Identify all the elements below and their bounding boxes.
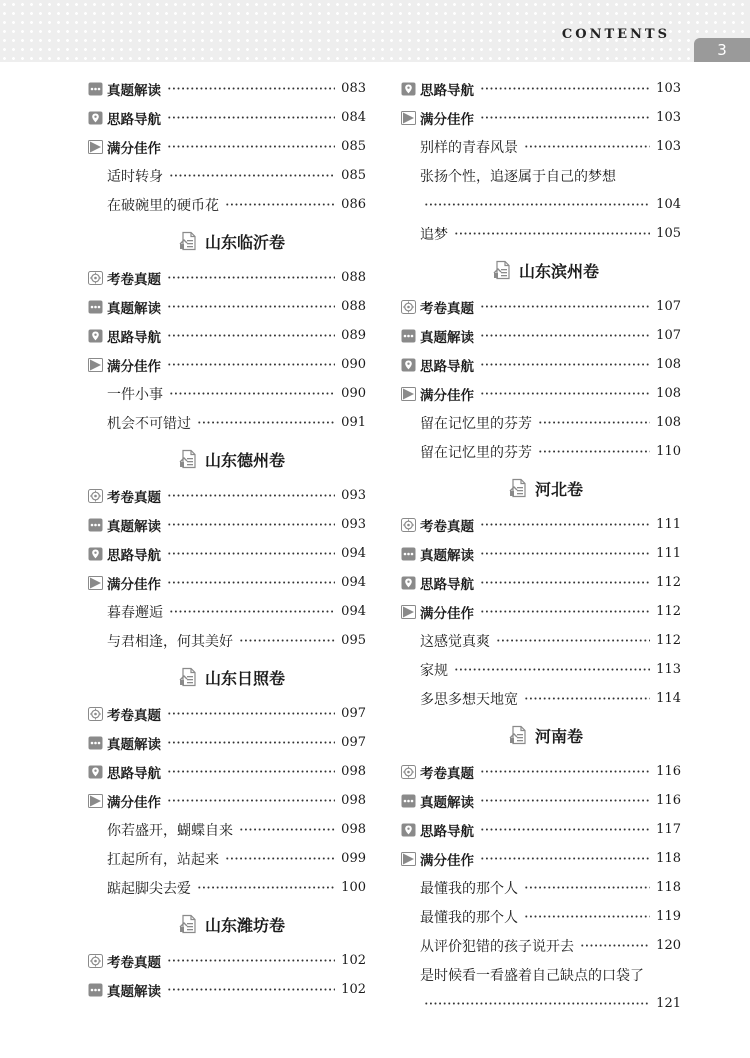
dots-icon (88, 518, 103, 532)
toc-category-row[interactable] (88, 292, 366, 321)
category-label: 考卷真题 (107, 707, 161, 724)
location-pin-icon (401, 823, 416, 837)
toc-category-row[interactable] (88, 757, 366, 786)
toc-category-row[interactable] (401, 350, 681, 379)
toc-entry[interactable] (401, 931, 681, 960)
target-icon (401, 765, 416, 779)
dot-leader (480, 392, 650, 395)
location-pin-icon (401, 576, 416, 590)
toc-entry[interactable] (401, 684, 681, 713)
page-number: 097 (341, 735, 366, 750)
dot-leader (169, 610, 335, 613)
page-number: 084 (341, 110, 366, 125)
category-label: 真题解读 (107, 82, 161, 99)
toc-category-row[interactable] (88, 699, 366, 728)
page-number: 089 (341, 328, 366, 343)
entry-title: 最懂我的那个人 (420, 909, 518, 926)
page-number: 091 (341, 415, 366, 430)
entry-title: 这感觉真爽 (420, 633, 490, 650)
category-label: 真题解读 (420, 547, 474, 564)
toc-category-row[interactable] (401, 103, 681, 132)
section-title: 山东滨州卷 (518, 261, 599, 281)
page-number: 121 (656, 996, 681, 1011)
page-number: 114 (656, 691, 681, 706)
page-number: 100 (341, 880, 366, 895)
toc-entry-continuation[interactable] (401, 190, 681, 219)
dot-leader (454, 668, 650, 671)
dot-leader (197, 886, 335, 889)
toc-category-row[interactable] (401, 74, 681, 103)
category-label: 真题解读 (420, 794, 474, 811)
section-title: 河南卷 (534, 726, 583, 746)
toc-entry[interactable] (88, 597, 366, 626)
entry-title: 在破碗里的硬币花 (107, 197, 219, 214)
section-title: 山东潍坊卷 (204, 915, 285, 935)
dot-leader (167, 276, 335, 279)
entry-title: 留在记忆里的芬芳 (420, 444, 532, 461)
toc-category-row[interactable] (88, 263, 366, 292)
page-number: 118 (656, 851, 681, 866)
toc-category-row[interactable] (401, 539, 681, 568)
page-number: 113 (656, 662, 681, 677)
page-number: 099 (341, 851, 366, 866)
toc-category-row[interactable] (88, 975, 366, 1004)
dot-leader (167, 581, 335, 584)
entry-title: 张扬个性，追逐属于自己的梦想 (420, 168, 616, 185)
dot-leader (167, 334, 335, 337)
play-icon (88, 794, 103, 808)
entry-title: 机会不可错过 (107, 415, 191, 432)
toc-category-row[interactable] (401, 597, 681, 626)
toc-category-row[interactable] (401, 292, 681, 321)
dot-leader (424, 203, 650, 206)
page-number: 117 (656, 822, 681, 837)
page-number: 112 (656, 633, 681, 648)
toc-entry[interactable] (401, 960, 681, 989)
toc-entry[interactable] (401, 132, 681, 161)
dot-leader (167, 523, 335, 526)
toc-category-row[interactable] (401, 757, 681, 786)
section-heading (88, 437, 366, 481)
left-column (88, 74, 366, 1004)
play-icon (401, 111, 416, 125)
toc-category-row[interactable] (401, 844, 681, 873)
document-icon (493, 260, 513, 280)
entry-title: 是时候看一看盛着自己缺点的口袋了 (420, 967, 644, 984)
dots-icon (401, 329, 416, 343)
category-label: 思路导航 (420, 82, 474, 99)
page-number: 094 (341, 575, 366, 590)
page-number: 112 (656, 604, 681, 619)
page-number: 116 (656, 793, 681, 808)
entry-title: 留在记忆里的芬芳 (420, 415, 532, 432)
toc-entry[interactable] (401, 161, 681, 190)
dot-leader (480, 828, 650, 831)
page-number: 083 (341, 81, 366, 96)
entry-title: 踮起脚尖去爱 (107, 880, 191, 897)
category-label: 思路导航 (420, 358, 474, 375)
toc-entry[interactable] (401, 902, 681, 931)
dot-leader (538, 421, 650, 424)
page-number: 105 (656, 226, 681, 241)
section-title: 山东临沂卷 (204, 232, 285, 252)
page-number: 098 (341, 822, 366, 837)
category-label: 考卷真题 (420, 300, 474, 317)
document-icon (179, 667, 199, 687)
dots-icon (88, 983, 103, 997)
dot-leader (167, 305, 335, 308)
section-heading (401, 713, 681, 757)
toc-entry-continuation[interactable] (401, 989, 681, 1018)
dot-leader (580, 944, 650, 947)
page-number: 095 (341, 633, 366, 648)
play-icon (88, 358, 103, 372)
page-number: 088 (341, 299, 366, 314)
page-number: 108 (656, 386, 681, 401)
dot-leader (169, 174, 335, 177)
document-icon (179, 449, 199, 469)
location-pin-icon (401, 358, 416, 372)
page-number: 086 (341, 197, 366, 212)
page-number: 116 (656, 764, 681, 779)
page-number: 112 (656, 575, 681, 590)
dot-leader (167, 494, 335, 497)
page-number: 090 (341, 386, 366, 401)
toc-entry[interactable] (401, 655, 681, 684)
toc-category-row[interactable] (401, 379, 681, 408)
entry-title: 与君相逢，何其美好 (107, 633, 233, 650)
entry-title: 扛起所有，站起来 (107, 851, 219, 868)
dot-leader (524, 915, 650, 918)
category-label: 真题解读 (107, 518, 161, 535)
dot-leader (524, 145, 650, 148)
dot-leader (454, 232, 650, 235)
toc-category-row[interactable] (88, 946, 366, 975)
page-number: 107 (656, 299, 681, 314)
toc-category-row[interactable] (88, 350, 366, 379)
toc-category-row[interactable] (88, 539, 366, 568)
dot-leader (496, 639, 650, 642)
toc-category-row[interactable] (88, 786, 366, 815)
page-number: 098 (341, 793, 366, 808)
dot-leader (167, 87, 335, 90)
toc-category-row[interactable] (401, 815, 681, 844)
category-label: 考卷真题 (107, 489, 161, 506)
toc-category-row[interactable] (88, 132, 366, 161)
dot-leader (167, 799, 335, 802)
category-label: 满分佳作 (420, 111, 474, 128)
category-label: 满分佳作 (107, 140, 161, 157)
dot-leader (480, 363, 650, 366)
page-number: 093 (341, 488, 366, 503)
toc-category-row[interactable] (88, 103, 366, 132)
dot-leader (167, 552, 335, 555)
dot-leader (225, 203, 335, 206)
page-number: 097 (341, 706, 366, 721)
category-label: 考卷真题 (107, 954, 161, 971)
contents-title: CONTENTS (561, 27, 670, 42)
page-number: 103 (656, 110, 681, 125)
toc-category-row[interactable] (401, 321, 681, 350)
play-icon (401, 605, 416, 619)
toc-entry[interactable] (88, 379, 366, 408)
dot-leader (167, 959, 335, 962)
entry-title: 你若盛开，蝴蝶自来 (107, 822, 233, 839)
page-number: 119 (656, 909, 681, 924)
dots-icon (88, 736, 103, 750)
entry-title: 适时转身 (107, 168, 163, 185)
location-pin-icon (88, 547, 103, 561)
play-icon (88, 140, 103, 154)
category-label: 真题解读 (420, 329, 474, 346)
dot-leader (169, 392, 335, 395)
section-heading (88, 655, 366, 699)
entry-title: 多思多想天地宽 (420, 691, 518, 708)
target-icon (88, 271, 103, 285)
category-label: 考卷真题 (107, 271, 161, 288)
page-number: 085 (341, 168, 366, 183)
category-label: 满分佳作 (107, 358, 161, 375)
dot-leader (480, 799, 650, 802)
dot-leader (480, 857, 650, 860)
dot-leader (524, 697, 650, 700)
section-heading (401, 466, 681, 510)
entry-title: 别样的青春风景 (420, 139, 518, 156)
dot-leader (167, 712, 335, 715)
dot-leader (480, 581, 650, 584)
location-pin-icon (88, 111, 103, 125)
entry-title: 从评价犯错的孩子说开去 (420, 938, 574, 955)
toc-category-row[interactable] (88, 321, 366, 350)
category-label: 满分佳作 (107, 794, 161, 811)
page-number: 108 (656, 357, 681, 372)
category-label: 考卷真题 (420, 518, 474, 535)
target-icon (401, 518, 416, 532)
toc-entry[interactable] (401, 219, 681, 248)
location-pin-icon (88, 765, 103, 779)
page-number: 111 (656, 546, 681, 561)
page-number: 094 (341, 604, 366, 619)
target-icon (88, 707, 103, 721)
page-number: 098 (341, 764, 366, 779)
page-number: 104 (656, 197, 681, 212)
dot-leader (167, 988, 335, 991)
dots-icon (401, 794, 416, 808)
toc-entry[interactable] (88, 873, 366, 902)
dot-leader (538, 450, 650, 453)
toc-category-row[interactable] (88, 568, 366, 597)
toc-entry[interactable] (401, 437, 681, 466)
toc-entry[interactable] (88, 626, 366, 655)
page-number: 085 (341, 139, 366, 154)
section-heading (88, 219, 366, 263)
page-number: 111 (656, 517, 681, 532)
dot-leader (480, 305, 650, 308)
dot-leader (167, 363, 335, 366)
dots-icon (88, 300, 103, 314)
category-label: 思路导航 (420, 576, 474, 593)
category-label: 真题解读 (107, 983, 161, 1000)
toc-category-row[interactable] (88, 728, 366, 757)
dots-icon (401, 547, 416, 561)
toc-category-row[interactable] (88, 481, 366, 510)
dot-leader (480, 334, 650, 337)
dot-leader (480, 87, 650, 90)
page-number: 103 (656, 81, 681, 96)
category-label: 满分佳作 (420, 605, 474, 622)
dot-leader (167, 145, 335, 148)
category-label: 真题解读 (107, 736, 161, 753)
page-number: 110 (656, 444, 681, 459)
toc-category-row[interactable] (401, 510, 681, 539)
dot-leader (480, 116, 650, 119)
page-number: 088 (341, 270, 366, 285)
toc-entry[interactable] (88, 190, 366, 219)
dot-leader (167, 770, 335, 773)
target-icon (88, 954, 103, 968)
entry-title: 暮春邂逅 (107, 604, 163, 621)
section-heading (401, 248, 681, 292)
entry-title: 最懂我的那个人 (420, 880, 518, 897)
dot-leader (480, 770, 650, 773)
category-label: 考卷真题 (420, 765, 474, 782)
document-icon (509, 725, 529, 745)
location-pin-icon (88, 329, 103, 343)
dot-leader (424, 1002, 650, 1005)
toc-entry[interactable] (88, 844, 366, 873)
page-number: 120 (656, 938, 681, 953)
document-icon (509, 478, 529, 498)
toc-entry[interactable] (88, 161, 366, 190)
category-label: 满分佳作 (420, 387, 474, 404)
section-title: 山东德州卷 (204, 450, 285, 470)
category-label: 思路导航 (107, 547, 161, 564)
page-number: 108 (656, 415, 681, 430)
category-label: 真题解读 (107, 300, 161, 317)
dot-leader (239, 828, 335, 831)
toc-entry[interactable] (401, 408, 681, 437)
entry-title: 家规 (420, 662, 448, 679)
category-label: 满分佳作 (420, 852, 474, 869)
dot-leader (167, 116, 335, 119)
dot-leader (480, 552, 650, 555)
page-number: 118 (656, 880, 681, 895)
play-icon (88, 576, 103, 590)
dot-leader (167, 741, 335, 744)
page-number: 090 (341, 357, 366, 372)
toc-entry[interactable] (88, 408, 366, 437)
page-number: 102 (341, 953, 366, 968)
right-column (401, 74, 681, 1018)
play-icon (401, 852, 416, 866)
toc-entry[interactable] (401, 626, 681, 655)
toc-category-row[interactable] (88, 510, 366, 539)
target-icon (88, 489, 103, 503)
section-title: 河北卷 (534, 479, 583, 499)
page-number: 103 (656, 139, 681, 154)
category-label: 思路导航 (107, 111, 161, 128)
toc-entry[interactable] (88, 815, 366, 844)
dots-icon (88, 82, 103, 96)
category-label: 思路导航 (107, 329, 161, 346)
page-number: 102 (341, 982, 366, 997)
dot-leader (197, 421, 335, 424)
page-number: 094 (341, 546, 366, 561)
target-icon (401, 300, 416, 314)
category-label: 思路导航 (107, 765, 161, 782)
category-label: 满分佳作 (107, 576, 161, 593)
toc-category-row[interactable] (88, 74, 366, 103)
dot-leader (480, 610, 650, 613)
section-heading (88, 902, 366, 946)
dot-leader (239, 639, 335, 642)
toc-category-row[interactable] (401, 568, 681, 597)
dot-leader (225, 857, 335, 860)
toc-category-row[interactable] (401, 786, 681, 815)
dot-leader (480, 523, 650, 526)
document-icon (179, 231, 199, 251)
page-number-tab: 3 (694, 38, 750, 62)
play-icon (401, 387, 416, 401)
entry-title: 追梦 (420, 226, 448, 243)
entry-title: 一件小事 (107, 386, 163, 403)
document-icon (179, 914, 199, 934)
page-number: 093 (341, 517, 366, 532)
location-pin-icon (401, 82, 416, 96)
dot-leader (524, 886, 650, 889)
section-title: 山东日照卷 (204, 668, 285, 688)
page-number: 107 (656, 328, 681, 343)
toc-entry[interactable] (401, 873, 681, 902)
category-label: 思路导航 (420, 823, 474, 840)
